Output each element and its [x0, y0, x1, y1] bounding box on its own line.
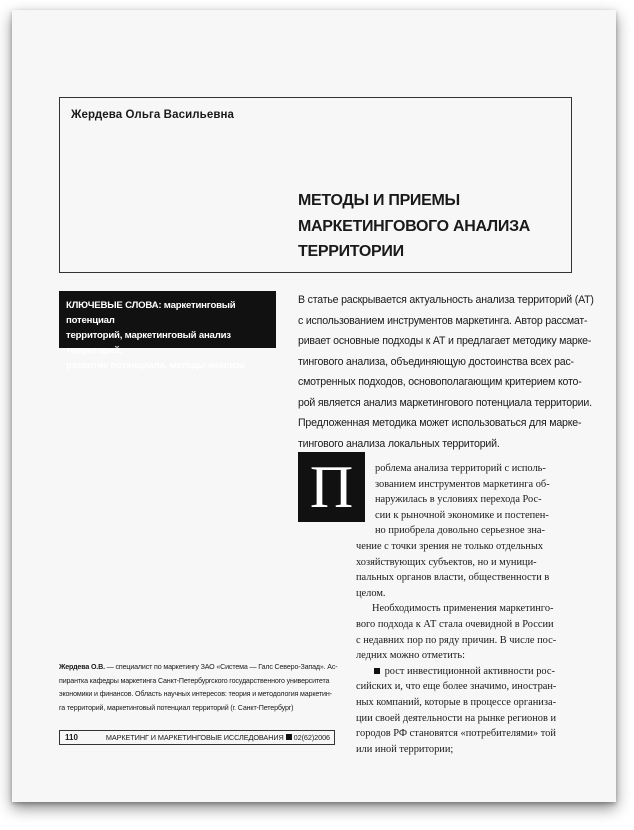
title-line: МАРКЕТИНГОВОГО АНАЛИЗА [298, 217, 531, 235]
abstract-line: В статье раскрывается актуальность анализа территорий (АТ) [298, 294, 594, 306]
abstract-line: ривает основные подходы к АТ и предлагает методику марке- [298, 335, 592, 347]
body-line: роблема анализа территорий с исполь- [375, 463, 546, 474]
abstract-line: тингового анализа, объединяющую достоинства всех рас- [298, 355, 574, 368]
body-line: ледних можно отметить: [356, 650, 465, 662]
abstract [298, 290, 594, 454]
bio-name: Жердева О.В. [59, 663, 105, 671]
abstract-line: смотренных подходов, основополагающим критерием кото- [298, 376, 582, 388]
body-line: с недавних пор по ряду причин. В числе пос- [356, 634, 557, 646]
author-bio [59, 661, 338, 715]
body-line: вого подхода к АТ стала очевидной в России [356, 618, 554, 630]
page-number: 110 [65, 733, 78, 742]
body-line: или иной территории; [356, 743, 454, 755]
body-line: рост инвестиционной активности рос- [384, 665, 555, 677]
bio-text: — специалист по маркетингу ЗАО «Система — Галс Северо-Запад». Ас- [104, 663, 338, 671]
separator-square-icon [286, 734, 292, 740]
abstract-line: тингового анализа локальных территорий. [298, 437, 500, 450]
keywords-text: маркетинговый потенциал [66, 300, 236, 326]
title-line: ТЕРРИТОРИИ [298, 243, 404, 260]
body-line: целом. [356, 587, 386, 599]
body-line: ных компаний, которые в процессе организа- [356, 696, 557, 708]
body-line: пальных органов власти, общественности в [356, 572, 550, 584]
body-line: но приобрела довольно серьезное зна- [375, 525, 545, 537]
article-title [298, 188, 530, 265]
keywords-box [59, 291, 276, 371]
bio-text: пирантка кафедры маркетинга Санкт-Петербургского государственного университета [59, 676, 330, 685]
abstract-line: рой является анализ маркетингового потенциала территории. [298, 396, 592, 409]
body-line: зованием инструментов маркетинга об- [375, 478, 550, 490]
keywords-text: территорий, маркетинговый анализ территорий, [66, 330, 231, 356]
title-line: МЕТОДЫ И ПРИЕМЫ [298, 192, 460, 209]
body-line: чение с точки зрения не только отдельных [356, 540, 544, 552]
bullet-square-icon [374, 668, 380, 674]
author-name: Жердева Ольга Васильевна [71, 109, 235, 121]
journal-name: МАРКЕТИНГ И МАРКЕТИНГОВЫЕ ИССЛЕДОВАНИЯ [105, 733, 284, 742]
page-footer [59, 730, 335, 745]
body-line: ции своей деятельности на рынке регионов и [356, 712, 557, 724]
body-line: сии к рыночной экономике и постепен- [375, 509, 549, 521]
bio-text: га территорий, маркетинговый потенциал территорий (г. Санкт-Петербург) [59, 703, 294, 712]
body-text [298, 461, 574, 757]
keywords-text: развитие потенциала, методы анализа [66, 360, 245, 371]
body-line: наружилась в условиях перехода Рос- [375, 494, 542, 506]
body-line: Необходимость применения маркетинго- [372, 603, 554, 615]
journal-issue: 02(62)2006 [293, 733, 330, 742]
body-line: хозяйствующих субъектов, но и муници- [356, 556, 537, 568]
body-line: сийских и, что еще более значимо, иностран- [356, 681, 557, 693]
keywords-label: КЛЮЧЕВЫЕ СЛОВА: [66, 300, 162, 311]
bio-text: экономики и финансов. Область научных интересов: теория и методология маркетин- [59, 690, 332, 699]
body-line: городов РФ становятся «потребителями» той [356, 728, 556, 740]
drop-cap: П [298, 452, 365, 522]
abstract-line: Предложенная методика может использоваться для марке- [298, 417, 582, 429]
abstract-line: с использованием инструментов маркетинга. Автор рассмат- [298, 314, 588, 327]
